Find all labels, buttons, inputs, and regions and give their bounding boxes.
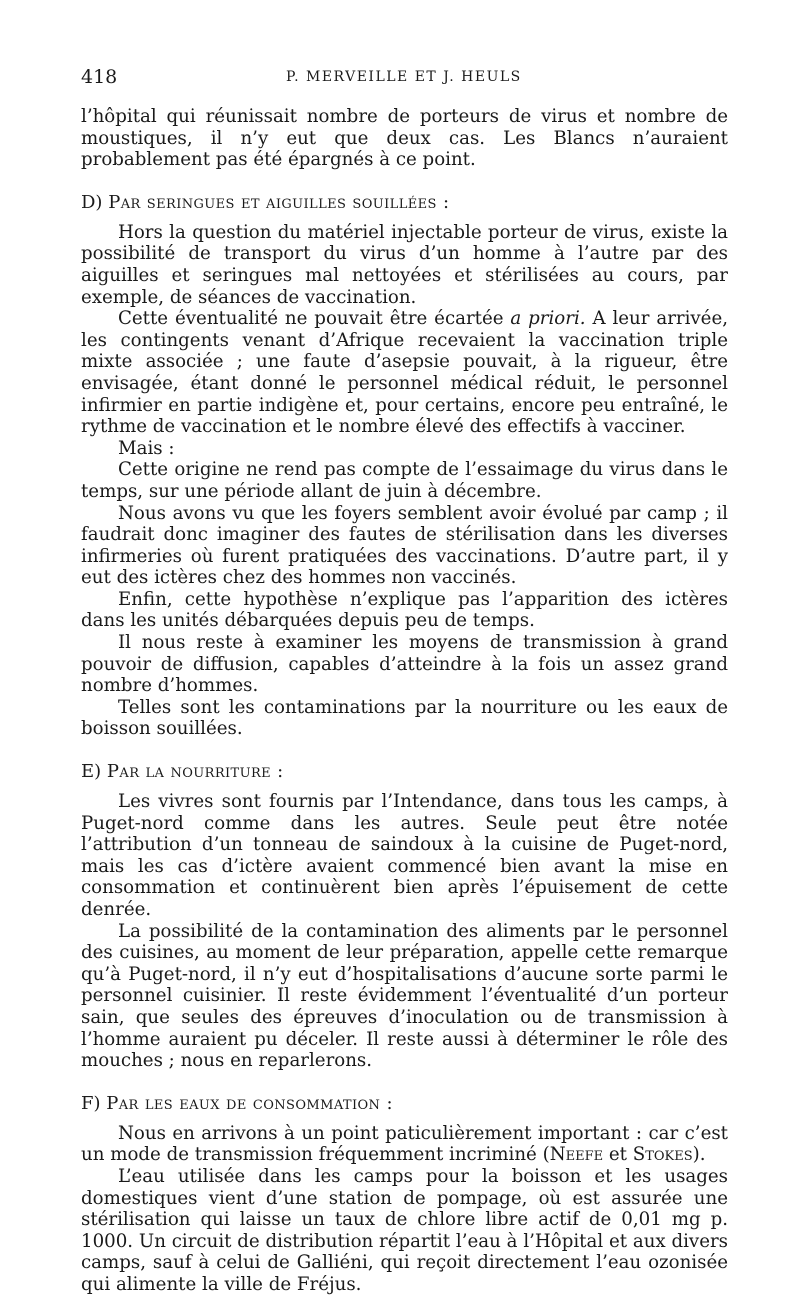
section-e-heading (81, 761, 728, 783)
section-f-letter: F) (81, 1092, 101, 1114)
intro-paragraph: l’hôpital qui réunissait nombre de porteurs de virus et nombre de moustiques, il n’y eut que deux cas. Les Blancs n’auraient probablement pas été épargnés à ce point. (81, 106, 728, 171)
section-e-letter: E) (81, 761, 102, 783)
section-e-paragraph-1: Les vivres sont fournis par l’Intendance, dans tous les camps, à Puget-nord comme dans les autres. Seule peut être notée l’attribution d’un tonneau de saindoux à la cuisine de Puget-nord, mais les cas d’ictère avaient commencé bien avant la mise en consommation et continuèrent bien après l’épuisement de cette denrée. (81, 791, 728, 920)
section-f-paragraph-2: L’eau utilisée dans les camps pour la boisson et les usages domestiques vient d’une station de pompage, où est assurée une stérilisation qui laisse un taux de chlore libre actif de 0,01 mg p. 1000. Un circuit de distribution répartit l’eau à l’Hôpital et aux divers camps, sauf à celui de Galliéni, qui reçoit directement l’eau ozonisée qui alimente la ville de Fréjus. (81, 1165, 728, 1295)
section-d-paragraph-1: Hors la question du matériel injectable porteur de virus, existe la possibilité de transport du virus d’un homme à l’autre par des aiguilles et seringues mal nettoyées et stérilisées au cours, par exemple, de séances de vaccination. (81, 221, 728, 308)
section-d-p2-start: Cette éventualité ne pouvait être écartée (118, 308, 511, 330)
section-d-paragraph-8: Telles sont les contaminations par la nourriture ou les eaux de boisson souillées. (81, 696, 728, 740)
section-f-p1-start: Nous en arrivons à un point paticulièrement important : car c’est un mode de transmission fréquemment incriminé ( (81, 1122, 728, 1166)
section-d-paragraph-7: Il nous reste à examiner les moyens de transmission à grand pouvoir de diffusion, capables d’atteindre à la fois un assez grand nombre d’hommes. (81, 632, 728, 697)
author-stokes: Stokes (632, 1144, 693, 1166)
section-d-paragraph-3: Mais : (118, 437, 175, 459)
section-d-title: Par seringues et aiguilles souillées : (108, 191, 450, 213)
section-d-p2-italic: a priori. (510, 308, 586, 330)
body-text (81, 106, 728, 1296)
section-d-paragraph-6: Enfin, cette hypothèse n’explique pas l’apparition des ictères dans les unités débarquées depuis peu de temps. (81, 588, 728, 632)
section-d-paragraph-2 (81, 308, 728, 438)
running-header (81, 66, 728, 106)
section-d-paragraph-4: Cette origine ne rend pas compte de l’essaimage du virus dans le temps, sur une période allant de juin à décembre. (81, 459, 728, 502)
section-f-p1-mid: et (603, 1144, 633, 1166)
page-number: 418 (81, 66, 118, 88)
section-f-heading (81, 1093, 728, 1115)
section-d-p2-end: A leur arrivée, les contingents venant d’Afrique recevaient la vaccination triple mixte associée ; une faute d’asepsie pouvait, à la rigueur, être envisagée, étant donné le personnel médical réduit, le personnel infirmier en partie indigène et, pour certains, encore peu entraîné, le rythme de vaccination et le nombre élevé des effectifs à vacciner. (81, 308, 728, 438)
running-title: P. MERVEILLE ET J. HEULS (286, 69, 522, 85)
section-f-paragraph-1 (81, 1123, 728, 1166)
section-d-paragraph-5: Nous avons vu que les foyers semblent avoir évolué par camp ; il faudrait donc imaginer des fautes de stérilisation dans les diverses infirmeries où furent pratiquées des vaccinations. D’autre part, il y eut des ictères chez des hommes non vaccinés. (81, 502, 728, 589)
section-d-heading (81, 192, 728, 214)
section-e-title: Par la nourriture : (106, 761, 284, 783)
section-f-title: Par les eaux de consommation : (106, 1092, 393, 1114)
section-e-paragraph-2: La possibilité de la contamination des aliments par le personnel des cuisines, au moment de leur préparation, appelle cette remarque qu’à Puget-nord, il n’y eut d’hospitalisations d’aucune sorte parmi le personnel cuisinier. Il reste évidemment l’éventualité d’un porteur sain, que seules des épreuves d’inoculation ou de transmission à l’homme auraient pu déceler. Il reste aussi à déterminer le rôle des mouches ; nous en reparlerons. (81, 920, 728, 1072)
section-d-letter: D) (81, 191, 103, 213)
section-f-p1-end: ). (692, 1144, 706, 1166)
author-neefe: Neefe (549, 1144, 604, 1166)
